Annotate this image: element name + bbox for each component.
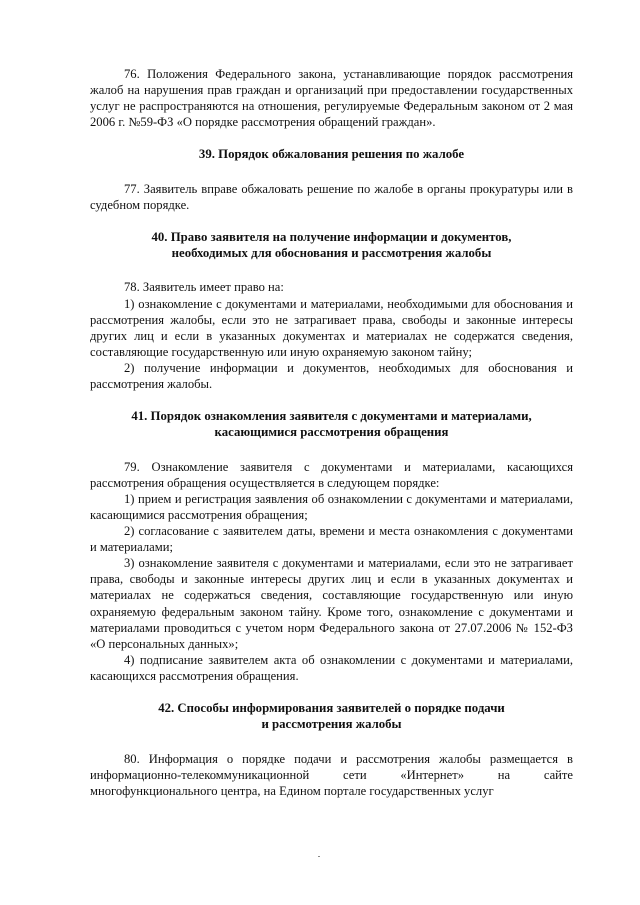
paragraph-78-item-2: 2) получение информации и документов, необходимых для обоснования и рассмотрения жалобы. — [90, 360, 573, 392]
paragraph-77: 77. Заявитель вправе обжаловать решение по жалобе в органы прокуратуры или в судебном порядке. — [90, 181, 573, 212]
section-39-heading: 39. Порядок обжалования решения по жалобе — [198, 147, 465, 162]
paragraph-79-item-4: 4) подписание заявителем акта об ознакомлении с документами и материалами, касающихся рассмотрения обращения. — [90, 652, 573, 683]
section-42-heading — [90, 700, 573, 733]
paragraph-79-item-3: 3) ознакомление заявителя с документами и материалами, если это не затрагивает права, свободы и законные интересы других лиц и если в указанных документах и материалах не содержаться сведения, составляющие государственную или иную охраняемую федеральным законом тайну. Кроме того, ознакомление с документами и материалами проводиться с учетом норм Федерального закона от 27.07.2006 № 152-ФЗ «О персональных данных»; — [90, 556, 573, 651]
paragraph-78: 78. Заявитель имеет право на: — [124, 280, 284, 295]
section-42-heading-line-2: и рассмотрения жалобы — [261, 717, 402, 732]
section-40-heading-line-1: 40. Право заявителя на получение информации и документов, — [151, 229, 512, 244]
section-40-heading-line-2: необходимых для обоснования и рассмотрения жалобы — [171, 246, 492, 261]
section-41-heading-line-1: 41. Порядок ознакомления заявителя с документами и материалами, — [131, 409, 532, 424]
paragraph-80: 80. Информация о порядке подачи и рассмотрения жалобы размещается в информационно-телекоммуникационной сети «Интернет» на сайте многофункционального центра, на Едином портале государственных услуг — [90, 751, 573, 798]
document-page — [90, 66, 573, 799]
paragraph-78-item-1: 1) ознакомление с документами и материалами, необходимыми для обоснования и рассмотрения жалобы, если это не затрагивает права, свободы и законные интересы других лиц и если в указанных документах и материалах не содержатся сведения, составляющие государственную или иную охраняемую законом тайну; — [90, 296, 573, 359]
paragraph-76: 76. Положения Федерального закона, устанавливающие порядок рассмотрения жалоб на нарушения прав граждан и организаций при предоставлении государственных услуг не распространяются на отношения, регулируемые Федеральным законом от 2 мая 2006 г. №59-ФЗ «О порядке рассмотрения обращений граждан». — [90, 67, 573, 130]
scan-speck — [318, 856, 320, 857]
paragraph-79: 79. Ознакомление заявителя с документами и материалами, касающихся рассмотрения обращения осуществляется в следующем порядке: — [90, 459, 573, 490]
section-40-heading — [90, 229, 573, 262]
paragraph-79-item-1: 1) прием и регистрация заявления об ознакомлении с документами и материалами, касающимися рассмотрения обращения; — [90, 491, 573, 522]
section-41-heading-line-2: касающимися рассмотрения обращения — [214, 425, 449, 440]
section-42-heading-line-1: 42. Способы информирования заявителей о порядке подачи — [158, 701, 505, 716]
paragraph-79-item-2: 2) согласование с заявителем даты, времени и места ознакомления с документами и материалами; — [90, 524, 573, 555]
section-41-heading — [90, 408, 573, 441]
